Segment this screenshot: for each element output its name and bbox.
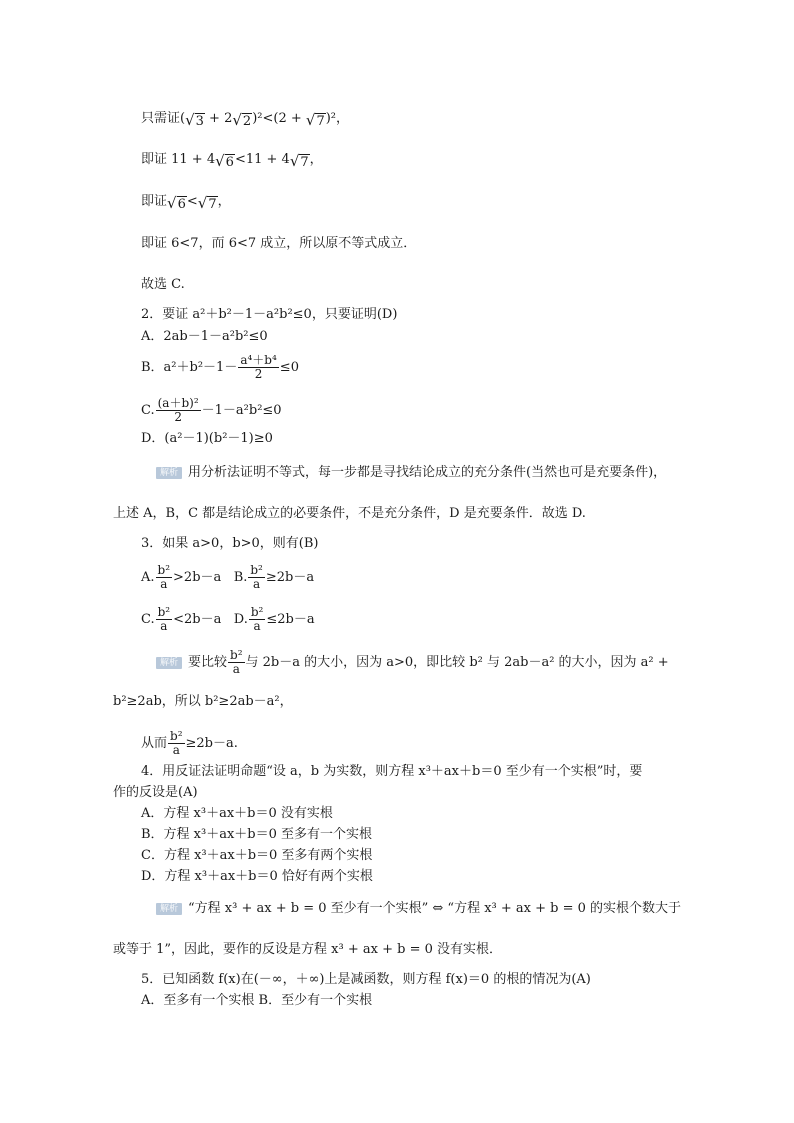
fraction: $\frac{\text{b²}}{a}$	[157, 605, 171, 633]
sqrt-3: √3	[185, 111, 204, 129]
q3-stem: 3．如果 a>0，b>0，则有(B)	[141, 536, 319, 551]
q2-option-a: A．2ab－1－a²b²≤0	[141, 329, 268, 344]
q4-stem-line2: 作的反设是(A)	[113, 785, 198, 800]
sqrt-6: √6	[167, 194, 186, 212]
fraction: $\frac{\text{b²}}{a}$	[157, 563, 171, 591]
fraction: $\frac{\text{b²}}{a}$	[250, 605, 264, 633]
q3-options-cd: C. $\frac{\text{b²}}{a}$ <2b－a D. $\frac{\text{b²}}{a}$ ≤2b－a	[141, 605, 315, 633]
sqrt-7: √7	[305, 111, 325, 129]
analysis-badge: 解析	[156, 903, 182, 915]
analysis-badge: 解析	[156, 467, 182, 479]
fraction: $\frac{\text{b²}}{a}$	[230, 648, 243, 676]
q2-option-d: D．(a²－1)(b²－1)≥0	[141, 431, 273, 446]
q5-options: A．至多有一个实根 B．至少有一个实根	[141, 993, 373, 1008]
q2-analysis-line2: 上述 A，B，C 都是结论成立的必要条件，不是充分条件，D 是充要条件．故选 D.	[113, 506, 586, 521]
sqrt-7: √7	[197, 194, 217, 212]
sqrt-7: √7	[289, 152, 309, 170]
q2-analysis-line1: 解析 用分析法证明不等式，每一步都是寻找结论成立的充分条件(当然也可是充要条件)，	[156, 464, 666, 482]
q4-option-c: C．方程 x³＋ax＋b＝0 至多有两个实根	[141, 848, 373, 863]
q2-option-c: C. $\frac{\text{(a＋b)²}}{2}$ －1－a²b²≤0	[141, 396, 282, 424]
sqrt-2: √2	[232, 111, 252, 129]
sol1-line4: 即证 6<7，而 6<7 成立，所以原不等式成立．	[141, 236, 417, 251]
q5-stem: 5．已知函数 f(x)在(－∞，＋∞)上是减函数，则方程 f(x)＝0 的根的情况为(A)	[141, 972, 591, 987]
fraction: $\frac{\text{b²}}{a}$	[250, 563, 263, 591]
sol1-line2: 即证 11 + 4√6<11 + 4√7，	[141, 152, 323, 170]
q3-analysis-line2: b²≥2ab，所以 b²≥2ab－a²，	[113, 694, 293, 709]
q4-analysis-line1: 解析 “方程 x³ + ax + b = 0 至少有一个实根” ⇔ “方程 x³ + ax + b = 0 的实根个数大于	[156, 900, 681, 918]
sqrt-6: √6	[215, 152, 234, 170]
q4-analysis-line2: 或等于 1”，因此，要作的反设是方程 x³ + ax + b = 0 没有实根．	[113, 942, 503, 957]
fraction: $\frac{\text{b²}}{a}$	[170, 729, 183, 757]
q4-stem-line1: 4．用反证法证明命题“设 a，b 为实数，则方程 x³＋ax＋b＝0 至少有一个实根”时，要	[141, 764, 643, 779]
sol1-line1: 只需证(√3 + 2√2)²<(2 + √7)²，	[141, 111, 350, 129]
q3-options-ab: A. $\frac{\text{b²}}{a}$ >2b－a B. $\frac{\text{b²}}{a}$ ≥2b－a	[141, 563, 315, 591]
analysis-badge: 解析	[156, 657, 182, 669]
q4-option-a: A．方程 x³＋ax＋b＝0 没有实根	[141, 806, 333, 821]
q2-option-b: B．a²＋b²－1－ $\frac{\text{a⁴＋b⁴}}{2}$ ≤0	[141, 353, 299, 381]
sol1-line3: 即证√6<√7，	[141, 194, 231, 212]
q4-option-b: B．方程 x³＋ax＋b＝0 至多有一个实根	[141, 827, 373, 842]
fraction: $\frac{\text{a⁴＋b⁴}}{2}$	[240, 353, 277, 381]
q3-analysis-line3: 从而 $\frac{\text{b²}}{a}$ ≥2b－a.	[141, 729, 238, 757]
sol1-line5: 故选 C.	[141, 277, 185, 292]
q2-stem: 2．要证 a²＋b²－1－a²b²≤0，只要证明(D)	[141, 307, 398, 322]
q4-option-d: D．方程 x³＋ax＋b＝0 恰好有两个实根	[141, 869, 373, 884]
fraction: $\frac{\text{(a＋b)²}}{2}$	[157, 396, 199, 424]
q3-analysis-line1: 解析 要比较 $\frac{\text{b²}}{a}$ 与 2b－a 的大小，因为 a>0，即比较 b² 与 2ab－a² 的大小，因为 a² +	[156, 649, 669, 676]
